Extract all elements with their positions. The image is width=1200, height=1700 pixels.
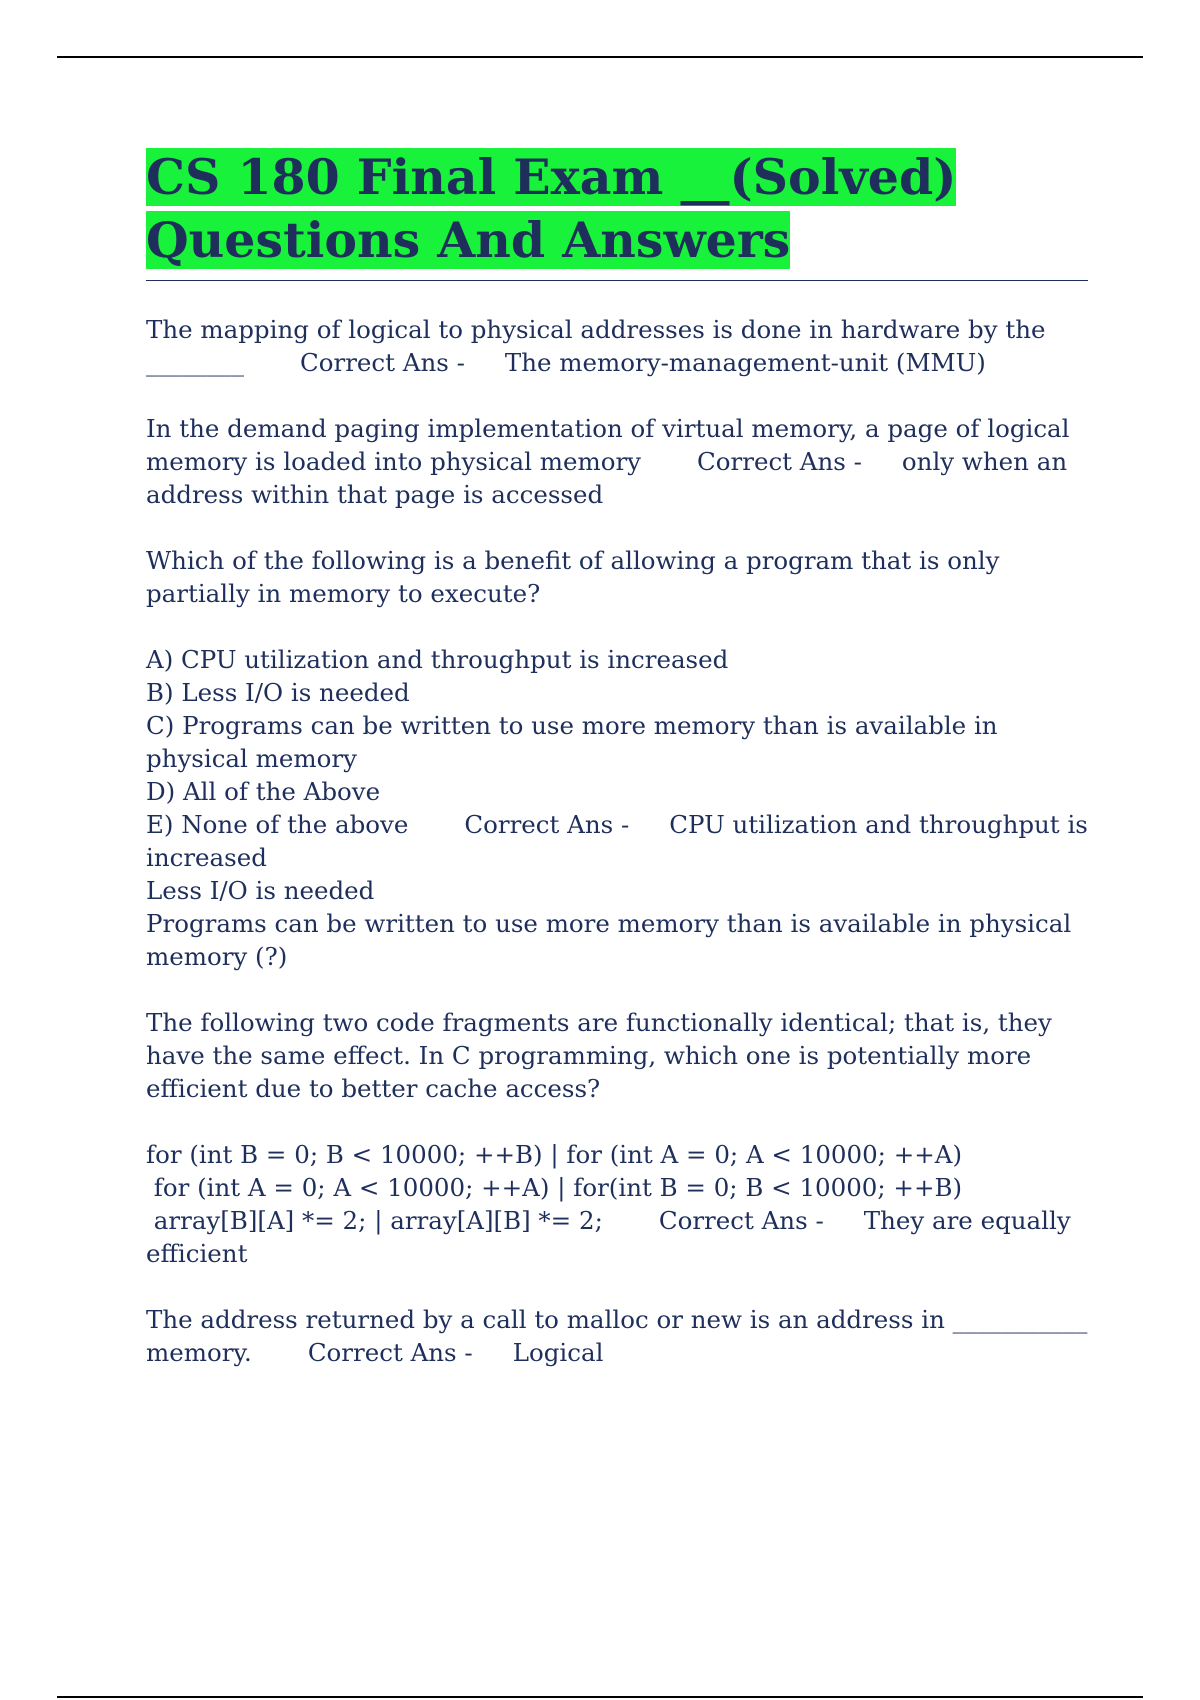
option-a: A) CPU utilization and throughput is increased <box>146 645 729 674</box>
question-3: Which of the following is a benefit of allowing a program that is only partially in memory to execute? <box>146 546 1008 608</box>
correct-answer-label: Correct Ans - <box>464 810 630 839</box>
correct-answer-label: Correct Ans - <box>300 348 465 377</box>
bottom-rule <box>57 1696 1143 1698</box>
option-b: B) Less I/O is needed <box>146 678 410 707</box>
option-e: E) None of the above <box>146 810 409 839</box>
correct-answer-label: Correct Ans - <box>658 1206 824 1235</box>
option-d: D) All of the Above <box>146 777 381 806</box>
answer-blank: ________ <box>146 348 244 377</box>
question-3-answer-1: CPU utilization and throughput is increased <box>146 810 1096 872</box>
question-1-text: The mapping of logical to physical addresses is done in hardware by the <box>146 315 1046 344</box>
option-e-with-answer <box>146 808 1096 874</box>
title-line-2: Questions And Answers <box>146 211 791 269</box>
option-c: C) Programs can be written to use more memory than is available in physical memory <box>146 711 1006 773</box>
code-line-3: array[B][A] *= 2; | array[A][B] *= 2; <box>146 1206 603 1235</box>
question-2 <box>146 412 1088 511</box>
question-5-text: The address returned by a call to malloc or new is an address in ___________ memory. <box>146 1305 1096 1367</box>
correct-answer-label: Correct Ans - <box>697 447 862 476</box>
title-underline <box>146 280 1088 281</box>
question-2-answer: only when an address within that page is accessed <box>146 447 1075 509</box>
question-3-options <box>146 643 1096 973</box>
code-line-3-with-answer <box>146 1204 1088 1270</box>
title-line-1: CS 180 Final Exam __(Solved) <box>146 148 957 206</box>
question-5-answer: Logical <box>512 1338 604 1367</box>
code-line-2: for (int A = 0; A < 10000; ++A) | for(int B = 0; B < 10000; ++B) <box>146 1173 963 1202</box>
page-title <box>146 146 1088 272</box>
question-1 <box>146 313 1088 379</box>
code-line-1: for (int B = 0; B < 10000; ++B) | for (int A = 0; A < 10000; ++A) <box>146 1140 963 1169</box>
question-4: The following two code fragments are functionally identical; that is, they have the same effect. In C programming, which one is potentially more efficient due to better cache access? <box>146 1008 1060 1103</box>
question-5 <box>146 1303 1096 1369</box>
document <box>146 146 1096 1369</box>
question-3-answer-2: Less I/O is needed <box>146 876 375 905</box>
question-4-answer: They are equally efficient <box>146 1206 1079 1268</box>
question-1-answer-line <box>146 346 1088 379</box>
question-3-answer-3: Programs can be written to use more memory than is available in physical memory (?) <box>146 909 1079 971</box>
question-1-answer: The memory-management-unit (MMU) <box>504 348 986 377</box>
top-rule <box>57 56 1143 58</box>
question-4-code <box>146 1138 1088 1270</box>
question-2-text: In the demand paging implementation of virtual memory, a page of logical memory is loaded into physical memory <box>146 414 1078 476</box>
correct-answer-label: Correct Ans - <box>307 1338 473 1367</box>
